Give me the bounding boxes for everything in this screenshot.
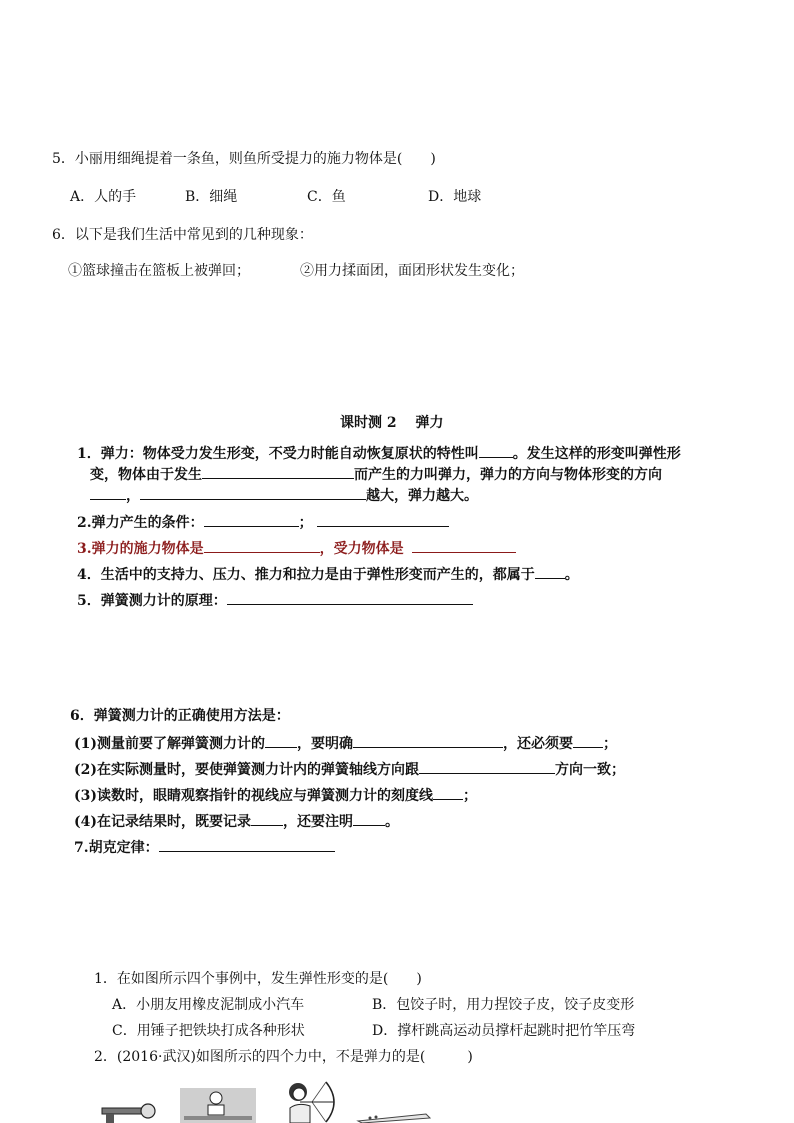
item-6-4-text-b: ，还要注明 <box>283 814 353 830</box>
item-6-1-text-c: ，还必须要 <box>503 736 573 752</box>
item-3-blank-2[interactable] <box>412 538 516 553</box>
q5-option-b: B．细绳 <box>185 189 238 205</box>
practice-2-stem: 2．(2016·武汉)如图所示的四个力中，不是弹力的是( ) <box>94 1049 473 1065</box>
figure-board-image <box>356 1104 432 1123</box>
figure-archer-image <box>282 1080 342 1123</box>
q6-stem: 6．以下是我们生活中常见到的几种现象： <box>52 227 313 243</box>
figure-hand-pulling-spring-image <box>100 1096 160 1123</box>
practice-1-option-a: A．小朋友用橡皮泥制成小汽车 <box>112 997 305 1013</box>
item-6-line-2 <box>74 759 625 779</box>
item-6-3-text-a: (3)读数时，眼睛观察指针的视线应与弹簧测力计的刻度线 <box>74 788 433 804</box>
practice-1-stem: 1．在如图所示四个事例中，发生弹性形变的是( ) <box>94 971 422 987</box>
item-6-3-blank[interactable] <box>433 785 463 800</box>
practice-1-option-d: D．撑杆跳高运动员撑杆起跳时把竹竿压弯 <box>372 1023 636 1039</box>
item-1-text-b: 。发生这样的形变叫弹性形 <box>512 446 681 462</box>
q5-option-c: C．鱼 <box>307 189 346 205</box>
practice-1-option-c: C．用锤子把铁块打成各种形状 <box>112 1023 305 1039</box>
item-7-blank[interactable] <box>159 837 335 852</box>
q6-phenomenon-1: ①篮球撞击在篮板上被弹回； <box>68 263 250 279</box>
item-6-1-blank-2[interactable] <box>353 733 503 748</box>
section-title: 课时测 2 弹力 <box>340 415 444 431</box>
item-6-4-blank-2[interactable] <box>353 811 385 826</box>
item-6-1-blank-1[interactable] <box>265 733 297 748</box>
item-1-text-f: 越大，弹力越大。 <box>366 488 478 504</box>
item-3-text-b: ，受力物体是 <box>319 541 404 557</box>
item-1-blank-4[interactable] <box>140 485 366 500</box>
item-5-text: 5．弹簧测力计的原理： <box>77 593 227 609</box>
q5-stem: 5．小丽用细绳提着一条鱼，则鱼所受提力的施力物体是( ) <box>52 151 436 167</box>
item-4-line <box>77 564 579 584</box>
item-7-text: 7.胡克定律： <box>74 840 159 856</box>
item-6-2-blank[interactable] <box>419 759 555 774</box>
item-6-1-text-b: ，要明确 <box>297 736 353 752</box>
item-6-4-blank-1[interactable] <box>251 811 283 826</box>
item-3-line <box>77 538 516 558</box>
item-2-blank-2[interactable] <box>317 512 449 527</box>
item-6-1-text-d: ； <box>603 736 617 752</box>
figure-person-on-board-image <box>180 1088 256 1123</box>
item-3-text-a: 3.弹力的施力物体是 <box>77 541 204 557</box>
item-2-text-a: 2.弹力产生的条件： <box>77 515 204 531</box>
item-1-text-e: ， <box>126 488 140 504</box>
item-6-3-text-b: ； <box>463 788 477 804</box>
item-6-line-3 <box>74 785 477 805</box>
item-4-text-b: 。 <box>564 567 579 583</box>
q5-option-a: A．人的手 <box>70 189 137 205</box>
item-5-line <box>77 590 473 610</box>
item-6-2-text-a: (2)在实际测量时，要使弹簧测力计内的弹簧轴线方向跟 <box>74 762 419 778</box>
item-3-blank-1[interactable] <box>204 538 320 553</box>
item-6-heading: 6．弹簧测力计的正确使用方法是： <box>70 708 290 724</box>
item-6-1-text-a: (1)测量前要了解弹簧测力计的 <box>74 736 265 752</box>
item-1-text-c: 变，物体由于发生 <box>90 467 202 483</box>
item-1-line-2 <box>90 464 662 484</box>
item-2-line <box>77 512 449 532</box>
q5-option-d: D．地球 <box>428 189 482 205</box>
item-4-blank[interactable] <box>535 564 565 579</box>
item-1-blank-2[interactable] <box>202 464 354 479</box>
q6-phenomenon-2: ②用力揉面团，面团形状发生变化； <box>300 263 524 279</box>
item-6-line-4 <box>74 811 399 831</box>
item-1-line-1 <box>77 443 681 463</box>
item-1-text-a: 1．弹力：物体受力发生形变，不受力时能自动恢复原状的特性叫 <box>77 446 479 462</box>
item-1-text-d: 而产生的力叫弹力，弹力的方向与物体形变的方向 <box>354 467 662 483</box>
item-2-blank-1[interactable] <box>204 512 299 527</box>
item-6-1-blank-3[interactable] <box>573 733 603 748</box>
item-1-blank-3[interactable] <box>90 485 126 500</box>
item-2-text-b: ； <box>298 515 313 531</box>
item-5-blank[interactable] <box>227 590 473 605</box>
item-6-4-text-c: 。 <box>385 814 399 830</box>
item-6-line-1 <box>74 733 617 753</box>
item-6-2-text-b: 方向一致； <box>555 762 625 778</box>
item-1-blank-1[interactable] <box>479 443 513 458</box>
item-1-line-3 <box>90 485 478 505</box>
item-4-text-a: 4．生活中的支持力、压力、推力和拉力是由于弹性形变而产生的，都属于 <box>77 567 535 583</box>
item-6-4-text-a: (4)在记录结果时，既要记录 <box>74 814 251 830</box>
practice-1-option-b: B．包饺子时，用力捏饺子皮，饺子皮变形 <box>372 997 635 1013</box>
item-7-line <box>74 837 335 857</box>
